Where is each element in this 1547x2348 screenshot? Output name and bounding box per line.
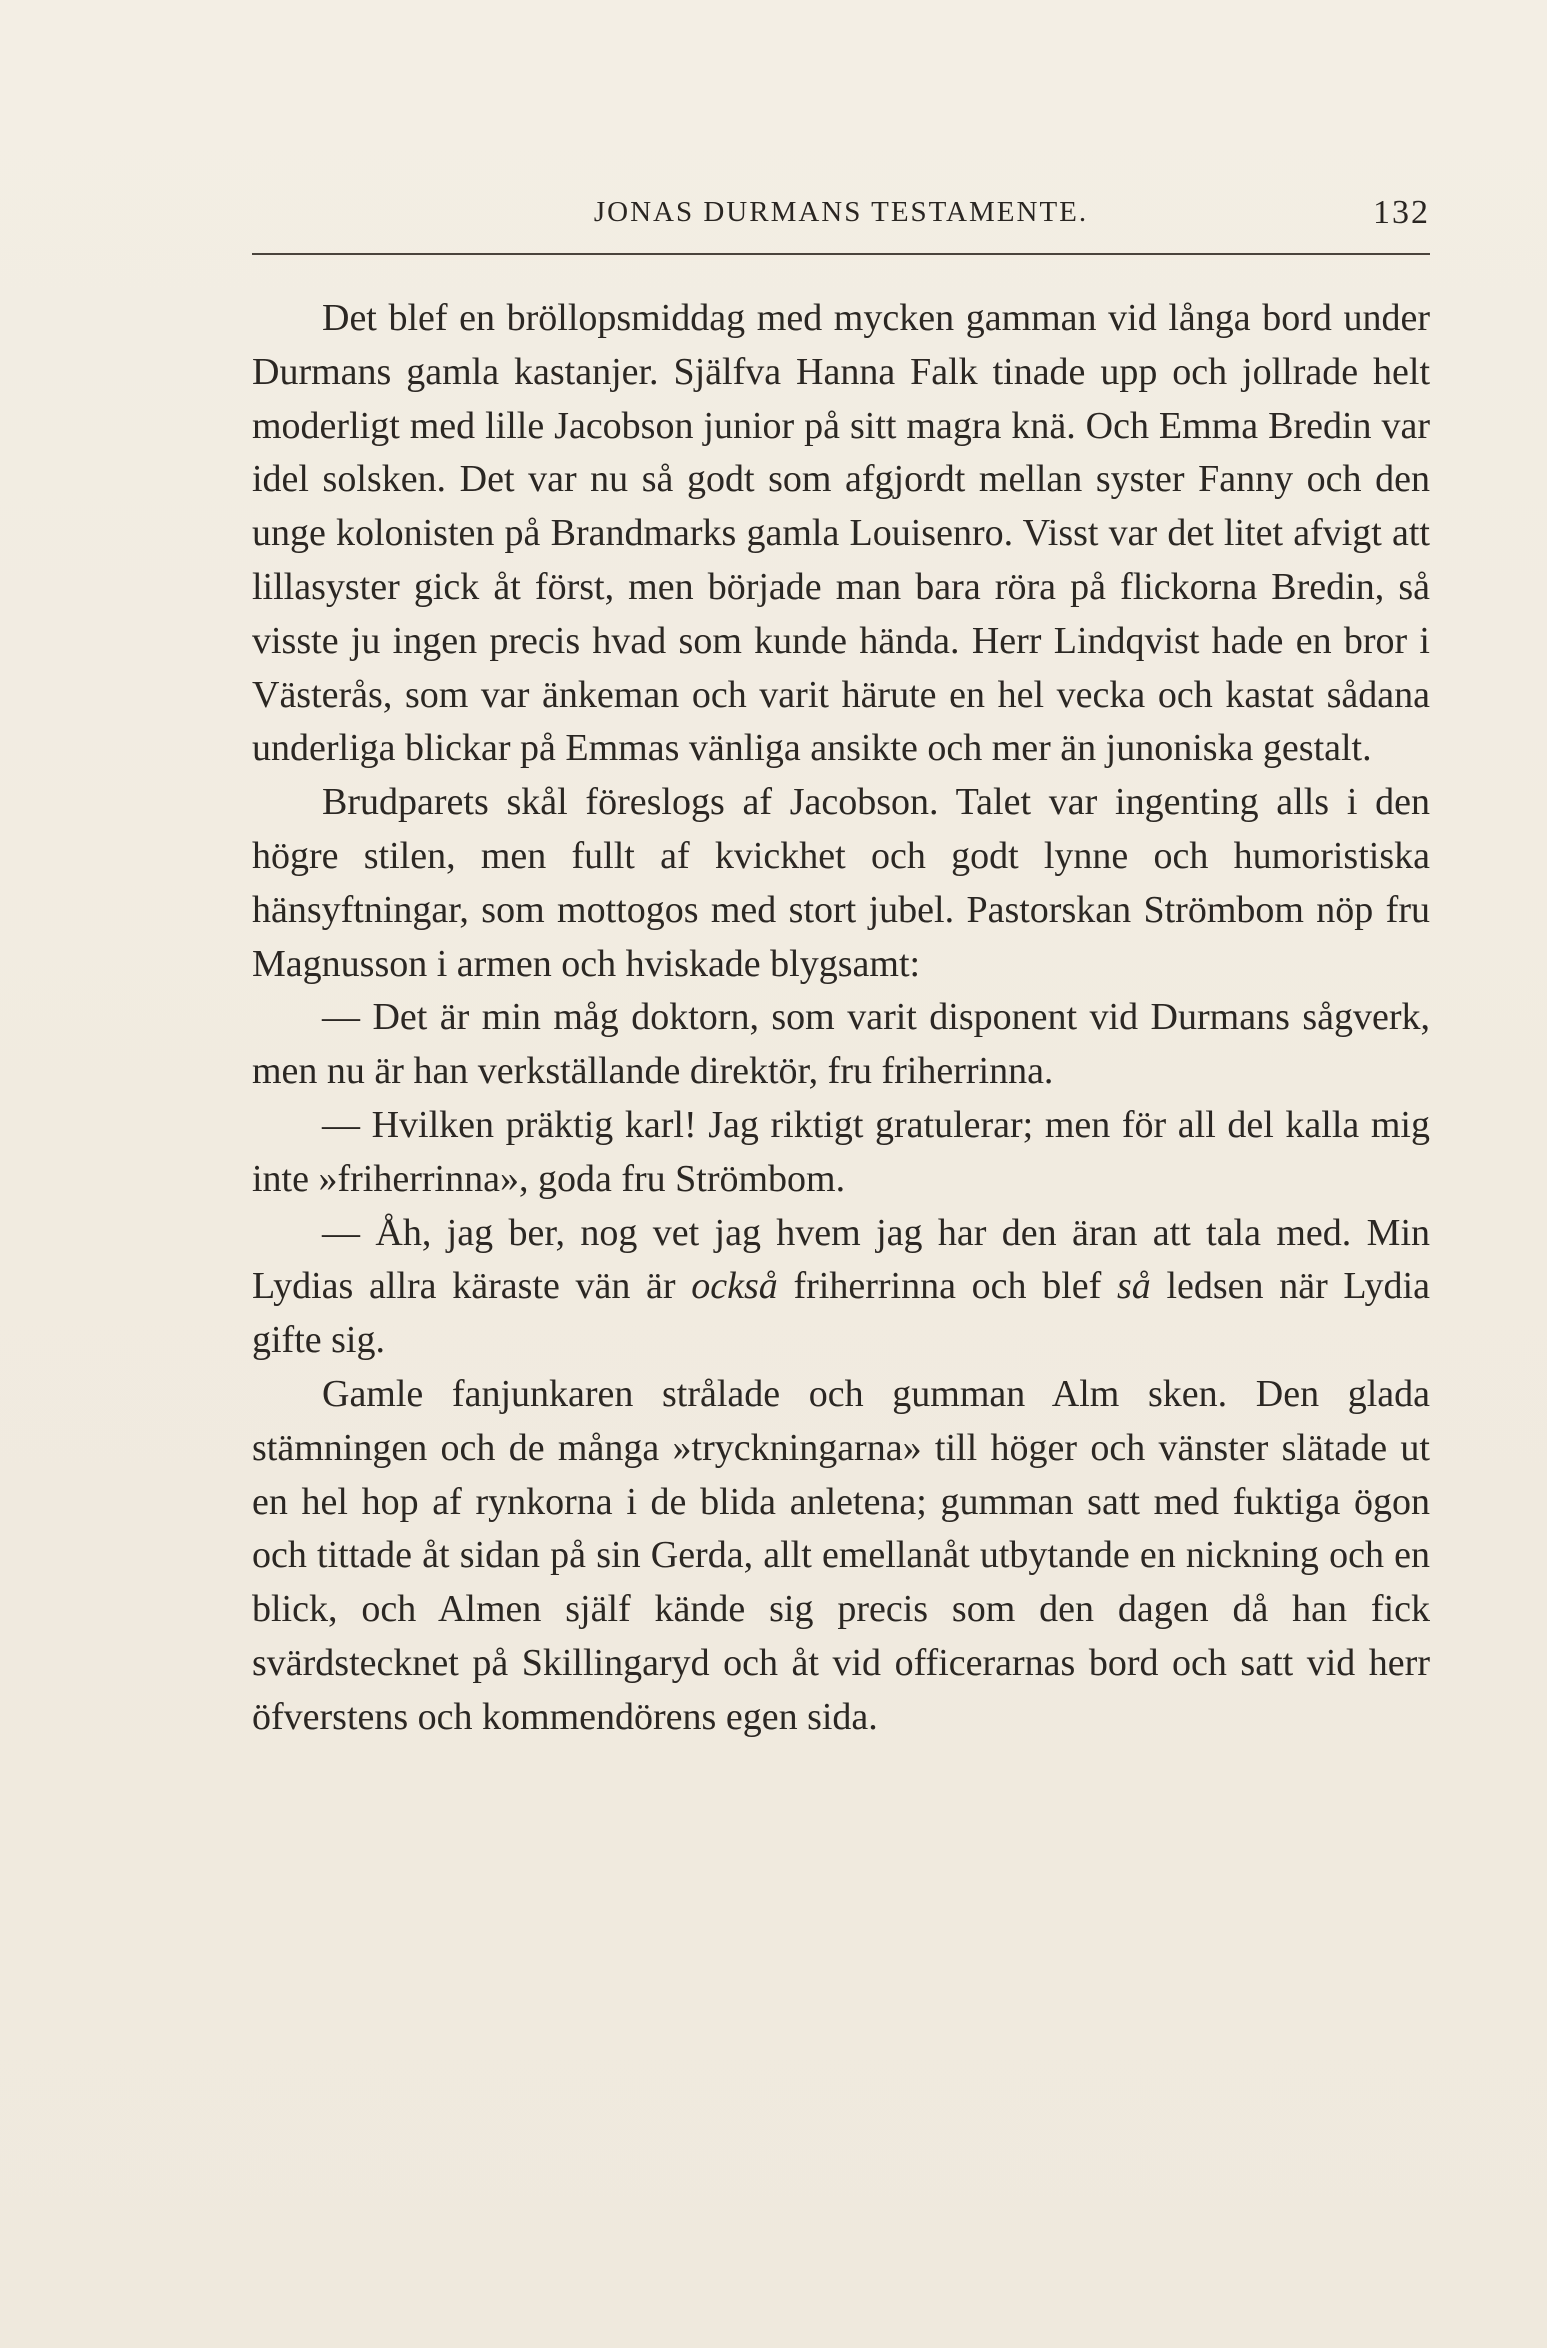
text-run: ledsen när Lydia gifte sig.	[252, 1265, 1430, 1362]
running-header	[252, 196, 1430, 244]
text-run: Brudparets skål föreslogs af Jacobson. Talet var ingenting alls i den högre stilen, men fullt af kvickhet och godt lynne och humoristiska hänsyftningar, som mottogos med stort jubel. Pastorskan Strömbom nöp fru Magnusson i armen och hviskade blygsamt:	[252, 781, 1430, 985]
dialogue-line	[252, 1099, 1430, 1207]
dialogue-line	[252, 1207, 1430, 1368]
paragraph	[252, 292, 1430, 776]
text-run: — Åh, jag ber, nog vet jag hvem jag har den äran att tala med. Min Lydias allra käraste vän är	[252, 1211, 1430, 1308]
emphasis-text: också	[691, 1265, 778, 1308]
text-run: Gamle fanjunkaren strålade och gumman Alm sken. Den glada stämningen och de många »tryckningarna» till höger och vänster slätade ut en hel hop af rynkorna i de blida anletena; gumman satt med fuktiga ögon och tittade åt sidan på sin Gerda, allt emellanåt utbytande en nickning och en blick, och Almen själf kände sig precis som den dagen då han fick svärdstecknet på Skillingaryd och åt vid officerarnas bord och satt vid herr öfverstens och kommendörens egen sida.	[252, 1372, 1430, 1738]
dialogue-line	[252, 991, 1430, 1099]
text-run: Det blef en bröllopsmiddag med mycken gamman vid långa bord under Durmans gamla kastanjer. Själfva Hanna Falk tinade upp och jollrade helt moderligt med lille Jacobson junior på sitt magra knä. Och Emma Bredin var idel solsken. Det var nu så godt som afgjordt mellan syster Fanny och den unge kolonisten på Brandmarks gamla Louisenro. Visst var det litet afvigt att lillasyster gick åt först, men började man bara röra på flickorna Bredin, så visste ju ingen precis hvad som kunde hända. Herr Lindqvist hade en bror i Västerås, som var änkeman och varit härute en hel vecka och kastat sådana underliga blickar på Emmas vänliga ansikte och mer än junoniska gestalt.	[252, 297, 1430, 770]
paragraph	[252, 776, 1430, 991]
text-run: — Det är min måg doktorn, som varit disponent vid Durmans sågverk, men nu är han verkställande direktör, fru friherrinna.	[252, 996, 1430, 1093]
running-title: JONAS DURMANS TESTAMENTE.	[593, 196, 1089, 228]
text-run: — Hvilken präktig karl! Jag riktigt gratulerar; men för all del kalla mig inte »friherrinna», goda fru Strömbom.	[252, 1103, 1430, 1200]
paragraph	[252, 1368, 1430, 1745]
page-number: 132	[1373, 194, 1430, 231]
text-run: friherrinna och blef	[777, 1265, 1117, 1308]
header-rule	[252, 253, 1430, 255]
emphasis-text: så	[1116, 1265, 1151, 1308]
body-text	[252, 292, 1430, 1745]
